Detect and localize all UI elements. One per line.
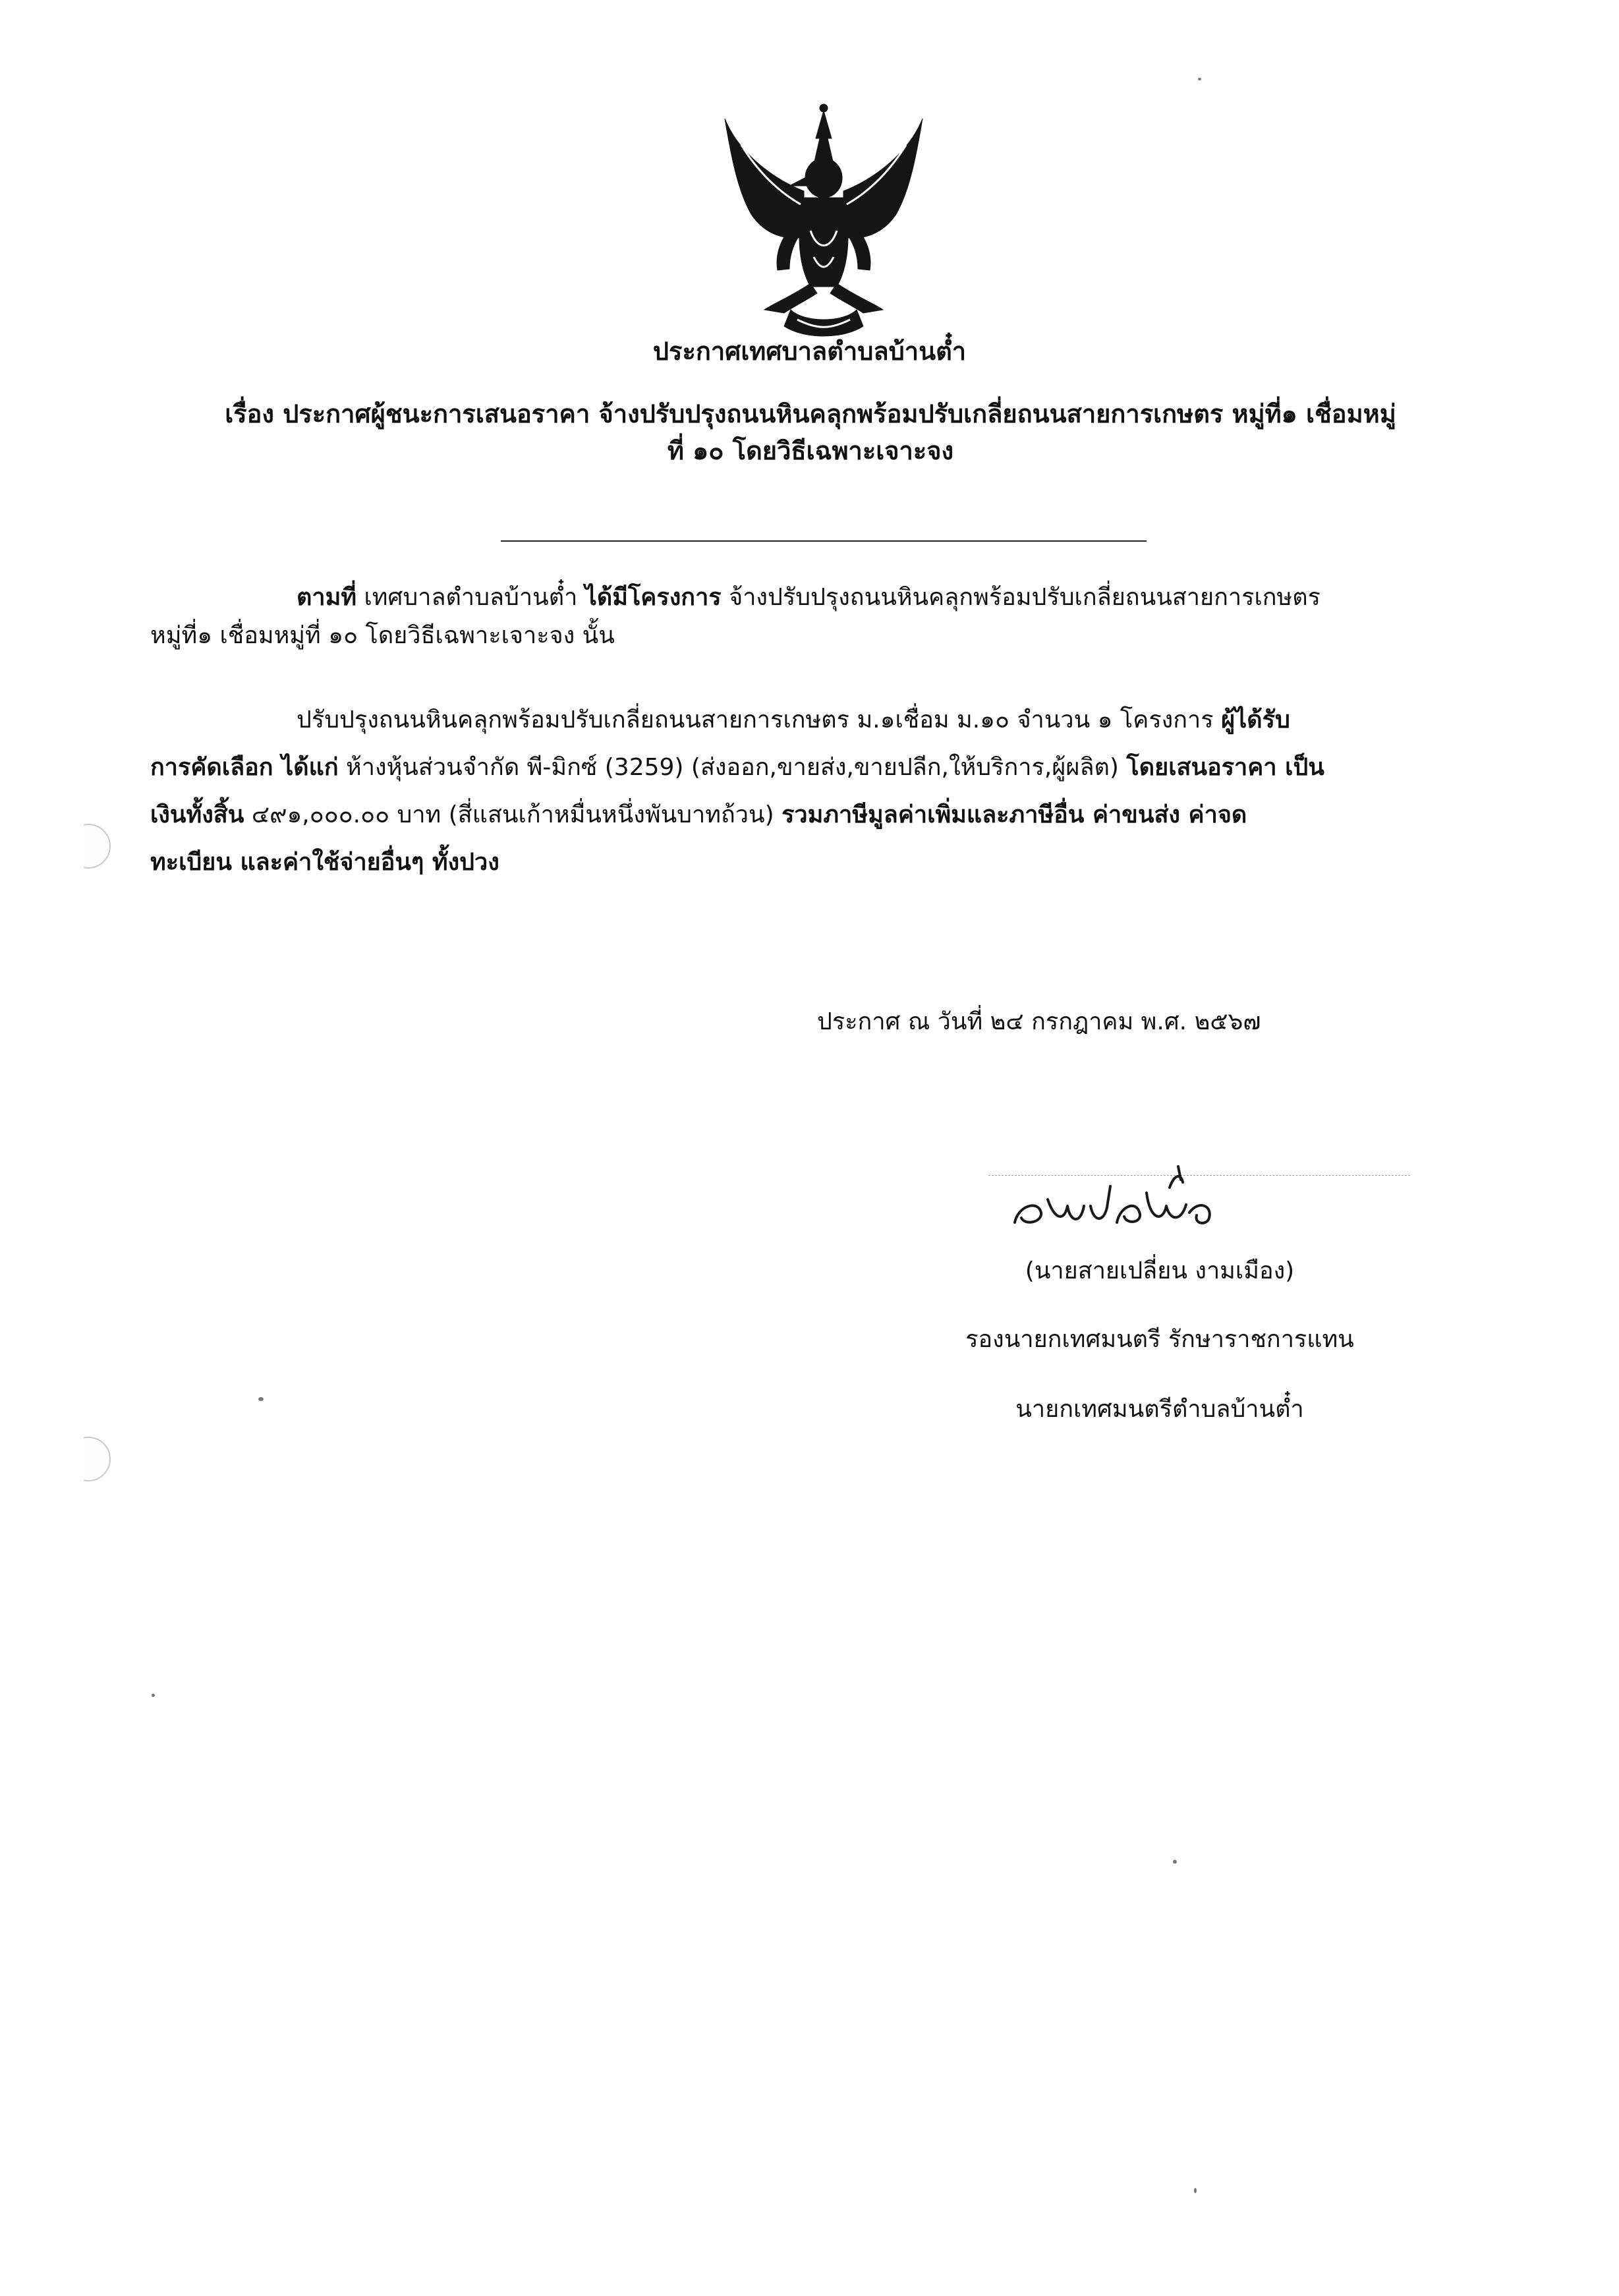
handwritten-signature	[1002, 1160, 1239, 1246]
punch-hole-lower	[66, 1437, 111, 1481]
paper-speck	[258, 1397, 264, 1401]
signer-position-2: นายกเทศมนตรีตำบลบ้านต๋ำ	[1015, 1396, 1304, 1423]
announcement-title: ประกาศเทศบาลตำบลบ้านต๋ำ	[652, 337, 967, 366]
paragraph-1-line-1: ตามที่ เทศบาลตำบลบ้านต๋ำ ได้มีโครงการ จ้างปรับปรุงถนนหินคลุกพร้อมปรับเกลี่ยถนนสายการเกษตร	[297, 584, 1321, 611]
announce-date: ประกาศ ณ วันที่ ๒๔ กรกฎาคม พ.ศ. ๒๕๖๗	[817, 1008, 1261, 1035]
garuda-emblem-icon	[712, 99, 936, 343]
signer-name: (นายสายเปลี่ยน งามเมือง)	[1025, 1257, 1295, 1284]
punch-hole-upper	[66, 824, 111, 869]
paragraph-1	[150, 579, 1475, 655]
subject-line-1: เรื่อง ประกาศผู้ชนะการเสนอราคา จ้างปรับปรุงถนนหินคลุกพร้อมปรับเกลี่ยถนนสายการเกษตร หมู่ที่๑ เชื่อมหมู่	[225, 399, 1396, 428]
paper-speck	[152, 1694, 155, 1697]
paper-speck	[1194, 2188, 1197, 2193]
signer-position-block-2	[909, 1391, 1410, 1429]
paragraph-2-line-1: ปรับปรุงถนนหินคลุกพร้อมปรับเกลี่ยถนนสายการเกษตร ม.๑เชื่อม ม.๑๐ จำนวน ๑ โครงการ ผู้ได้รับ	[297, 706, 1290, 733]
paragraph-1-line-2: หมู่ที่๑ เชื่อมหมู่ที่ ๑๐ โดยวิธีเฉพาะเจาะจง นั้น	[150, 622, 615, 649]
paragraph-2-line-4: ทะเบียน และค่าใช้จ่ายอื่นๆ ทั้งปวง	[150, 849, 499, 876]
signer-position-1: รองนายกเทศมนตรี รักษาราชการแทน	[965, 1326, 1354, 1353]
paper-speck	[1173, 1860, 1177, 1864]
signature-block	[909, 1252, 1410, 1290]
paper-speck	[1198, 78, 1201, 80]
subject-line-2: ที่ ๑๐ โดยวิธีเฉพาะเจาะจง	[667, 436, 954, 465]
header-divider	[501, 540, 1147, 542]
signer-position-block	[909, 1321, 1410, 1359]
paragraph-2-line-2: การคัดเลือก ได้แก่ ห้างหุ้นส่วนจำกัด พี-มิกซ์ (3259) (ส่งออก,ขายส่ง,ขายปลีก,ให้บริการ,ผู้ผลิต) โดยเสนอราคา เป็น	[150, 754, 1324, 781]
paragraph-2-line-3: เงินทั้งสิ้น ๔๙๑,๐๐๐.๐๐ บาท (สี่แสนเก้าหมื่นหนึ่งพันบาทถ้วน) รวมภาษีมูลค่าเพิ่มและภาษีอื่น ค่าขนส่ง ค่าจด	[150, 801, 1247, 828]
paragraph-2	[150, 701, 1475, 882]
announcement-subject	[152, 395, 1469, 469]
